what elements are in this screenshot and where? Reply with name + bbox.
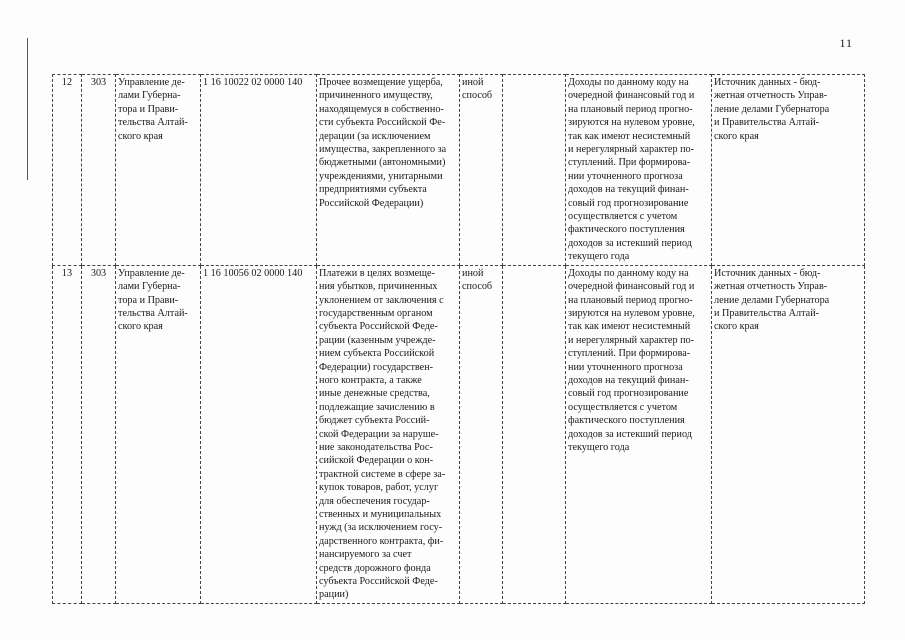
admin-code-cell: 303 (82, 265, 116, 603)
algorithm-description-cell: Доходы по данному коду на очередной финансовый год и на плановый период прогно- зируются на нулевом уровне, так как имеют несистемный и нерегулярный характер по- ступлений. При формирова- нии уточненного прогноза доходов на текущий финан- совый год прогнозирование осуществляется с учетом фактического поступления доходов за истекший период текущего года (566, 75, 712, 266)
data-source-cell: Источник данных - бюд- жетная отчетность Управ- ление делами Губернатора и Правительства Алтай- ского края (712, 265, 865, 603)
forecast-method-cell: иной способ (460, 265, 503, 603)
table-row (53, 75, 865, 266)
table-row (53, 265, 865, 603)
forecast-method-cell: иной способ (460, 75, 503, 266)
row-number: 12 (53, 75, 82, 266)
income-name-cell: Платежи в целях возмеще- ния убытков, причиненных уклонением от заключения с государственным органом субъекта Российской Феде- рации (казенным учрежде- нием субъекта Российской Федерации) государствен- ного контракта, а также иные денежные средства, подлежащие зачислению в бюджет субъекта Россий- ской Федерации за наруше- ние законодательства Рос- сийской Федерации о кон- трактной системе в сфере за- купок товаров, работ, услуг для обеспечения государ- ственных и муниципальных нужд (за исключением госу- дарственного контракта, фи- нансируемого за счет средств дорожного фонда субъекта Российской Феде- рации) (317, 265, 460, 603)
row-number: 13 (53, 265, 82, 603)
income-name-cell: Прочее возмещение ущерба, причиненного имуществу, находящемуся в собственно- сти субъекта Российской Фе- дерации (за исключением имущества, закрепленного за бюджетными (автономными) учреждениями, унитарными предприятиями субъекта Российской Федерации) (317, 75, 460, 266)
admin-code-cell: 303 (82, 75, 116, 266)
margin-rule (27, 38, 28, 180)
kbk-code-cell: 1 16 10056 02 0000 140 (201, 265, 317, 603)
data-source-cell: Источник данных - бюд- жетная отчетность Управ- ление делами Губернатора и Правительства Алтай- ского края (712, 75, 865, 266)
algorithm-description-cell: Доходы по данному коду на очередной финансовый год и на плановый период прогно- зируются на нулевом уровне, так как имеют несистемный и нерегулярный характер по- ступлений. При формирова- нии уточненного прогноза доходов на текущий финан- совый год прогнозирование осуществляется с учетом фактического поступления доходов за истекший период текущего года (566, 265, 712, 603)
admin-name-cell: Управление де- лами Губерна- тора и Прави- тельства Алтай- ского края (116, 75, 201, 266)
kbk-code-cell: 1 16 10022 02 0000 140 (201, 75, 317, 266)
admin-name-cell: Управление де- лами Губерна- тора и Прави- тельства Алтай- ского края (116, 265, 201, 603)
revenue-forecast-table (52, 74, 865, 604)
page-number: 11 (839, 36, 853, 50)
formula-cell (503, 75, 566, 266)
formula-cell (503, 265, 566, 603)
